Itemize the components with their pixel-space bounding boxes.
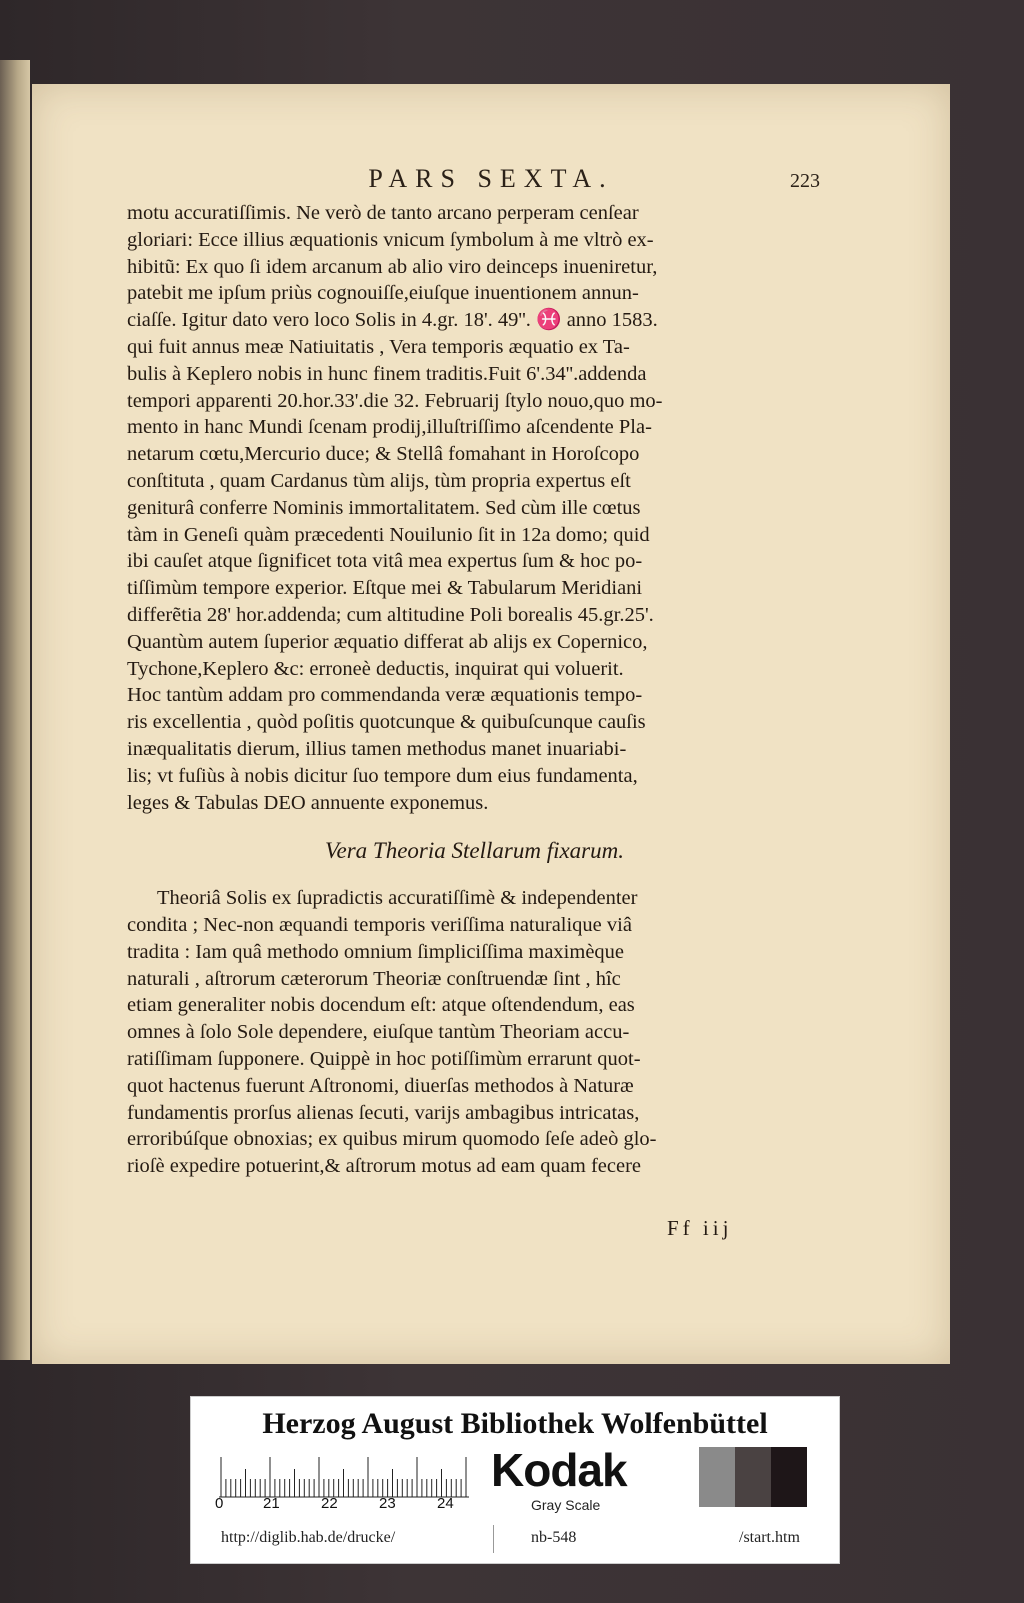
kodak-logo: Kodak	[491, 1444, 627, 1496]
text-line: motu accuratiſſimis. Ne verò de tanto arcano perperam cenſear	[127, 202, 639, 224]
previous-page-edge	[0, 60, 30, 1360]
text-line: mento in hanc Mundi ſcenam prodij,illuſtriſſimo aſcendente Pla-	[127, 416, 652, 439]
text-line: tempori apparenti 20.hor.33'.die 32. Februarij ſtylo nouo,quo mo-	[127, 389, 663, 412]
text-line: tàm in Geneſi quàm præcedenti Nouilunio ſit in 12a domo; quid	[127, 523, 650, 546]
text-line: etiam generaliter nobis docendum eſt: atque oſtendendum, eas	[127, 994, 635, 1017]
text-line: inæqualitatis dierum, illius tamen methodus manet inuariabi-	[127, 737, 627, 760]
ruler-number: 22	[321, 1495, 338, 1512]
text-line: condita ; Nec-non æquandi temporis veriſſima naturalique viâ	[127, 913, 632, 936]
text-line: bulis à Keplero nobis in hunc finem traditis.Fuit 6'.34''.addenda	[127, 362, 647, 385]
text-line: omnes à ſolo Sole dependere, eiuſque tantùm Theoriam accu-	[127, 1021, 630, 1044]
text-line: qui fuit annus meæ Natiuitatis , Vera temporis æquatio ex Ta-	[127, 335, 630, 358]
gray-swatch-mid	[735, 1447, 771, 1507]
text-line: naturali , aſtrorum cæterorum Theoriæ conſtruendæ ſint , hîc	[127, 967, 621, 990]
text-line: erroribúſque obnoxias; ex quibus mirum quomodo ſeſe adeò glo-	[127, 1128, 657, 1151]
text-line: lis; vt fuſiùs à nobis dicitur ſuo tempore dum eius fundamenta,	[127, 764, 638, 787]
paragraph-2	[127, 885, 822, 1180]
text-line: ratiſſimam ſupponere. Quippè in hoc potiſſimùm errarunt quot-	[127, 1047, 641, 1070]
gray-swatches	[699, 1447, 807, 1507]
text-line: differẽtia 28' hor.addenda; cum altitudine Poli borealis 45.gr.25'.	[127, 603, 654, 626]
gray-scale-caption: Gray Scale	[531, 1497, 601, 1513]
text-line: ibi cauſet atque ſignificet tota vitâ mea expertus ſum & hoc po-	[127, 550, 643, 573]
paragraph-1	[127, 200, 822, 816]
text-line: tradita : Iam quâ methodo omnium ſimpliciſſima maximèque	[127, 940, 625, 963]
text-line: gloriari: Ecce illius æquationis vnicum ſymbolum à me vltrò ex-	[127, 228, 654, 251]
text-line: conſtituta , quam Cardanus tùm alijs, tùm propria expertus eſt	[127, 469, 631, 492]
gray-swatch-dark	[771, 1447, 807, 1507]
library-name: Herzog August Bibliothek Wolfenbüttel	[262, 1407, 768, 1440]
text-line: tiſſimùm tempore experior. Eſtque mei & Tabularum Meridiani	[127, 577, 643, 600]
book-page	[32, 84, 950, 1364]
ruler-number: 23	[379, 1495, 396, 1512]
body-text	[127, 200, 822, 1180]
signature-mark: Ff iij	[667, 1216, 733, 1240]
ruler-number: 0	[215, 1495, 224, 1512]
gray-swatch-light	[699, 1447, 735, 1507]
ruler-number: 24	[437, 1495, 454, 1512]
ruler-number: 21	[263, 1495, 280, 1512]
text-line: Theoriâ Solis ex ſupradictis accuratiſſimè & independenter	[157, 887, 638, 910]
text-line: Hoc tantùm addam pro commendanda veræ æquationis tempo-	[127, 684, 643, 707]
ruler-scale	[219, 1449, 469, 1499]
text-line: netarum cœtu,Mercurio duce; & Stellâ fomahant in Horoſcopo	[127, 443, 640, 466]
shelfmark: nb-548	[531, 1529, 577, 1546]
text-line: Tychone,Keplero &c: erroneè deductis, inquirat qui voluerit.	[127, 657, 624, 680]
url-right: /start.htm	[739, 1529, 800, 1546]
page-number: 223	[790, 170, 820, 192]
text-line: hibitũ: Ex quo ſi idem arcanum ab alio viro deinceps inueniretur,	[127, 255, 658, 278]
running-head: PARS SEXTA.	[368, 164, 614, 193]
text-line: fundamentis prorſus alienas ſecuti, varijs ambagibus intricatas,	[127, 1101, 640, 1124]
label-footer	[191, 1525, 839, 1555]
text-line: rioſè expedire potuerint,& aſtrorum motus ad eam quam fecere	[127, 1155, 642, 1178]
text-line: geniturâ conferre Nominis immortalitatem. Sed cùm ille cœtus	[127, 496, 641, 519]
text-line: patebit me ipſum priùs cognouiſſe,eiuſque inuentionem annun-	[127, 282, 639, 305]
url-left: http://diglib.hab.de/drucke/	[221, 1529, 396, 1546]
text-line: quot hactenus fuerunt Aſtronomi, diuerſas methodos à Naturæ	[127, 1074, 634, 1097]
text-line: ciaſſe. Igitur dato vero loco Solis in 4.gr. 18'. 49''. ♓ anno 1583.	[127, 309, 658, 332]
footer-divider	[493, 1525, 494, 1553]
text-line: leges & Tabulas DEO annuente exponemus.	[127, 791, 489, 814]
text-line: Quantùm autem ſuperior æquatio differat ab alijs ex Copernico,	[127, 630, 648, 653]
text-line: ris excellentia , quòd poſitis quotcunque & quibuſcunque cauſis	[127, 711, 646, 734]
section-heading: Vera Theoria Stellarum fixarum.	[325, 838, 624, 864]
library-label	[190, 1396, 840, 1564]
